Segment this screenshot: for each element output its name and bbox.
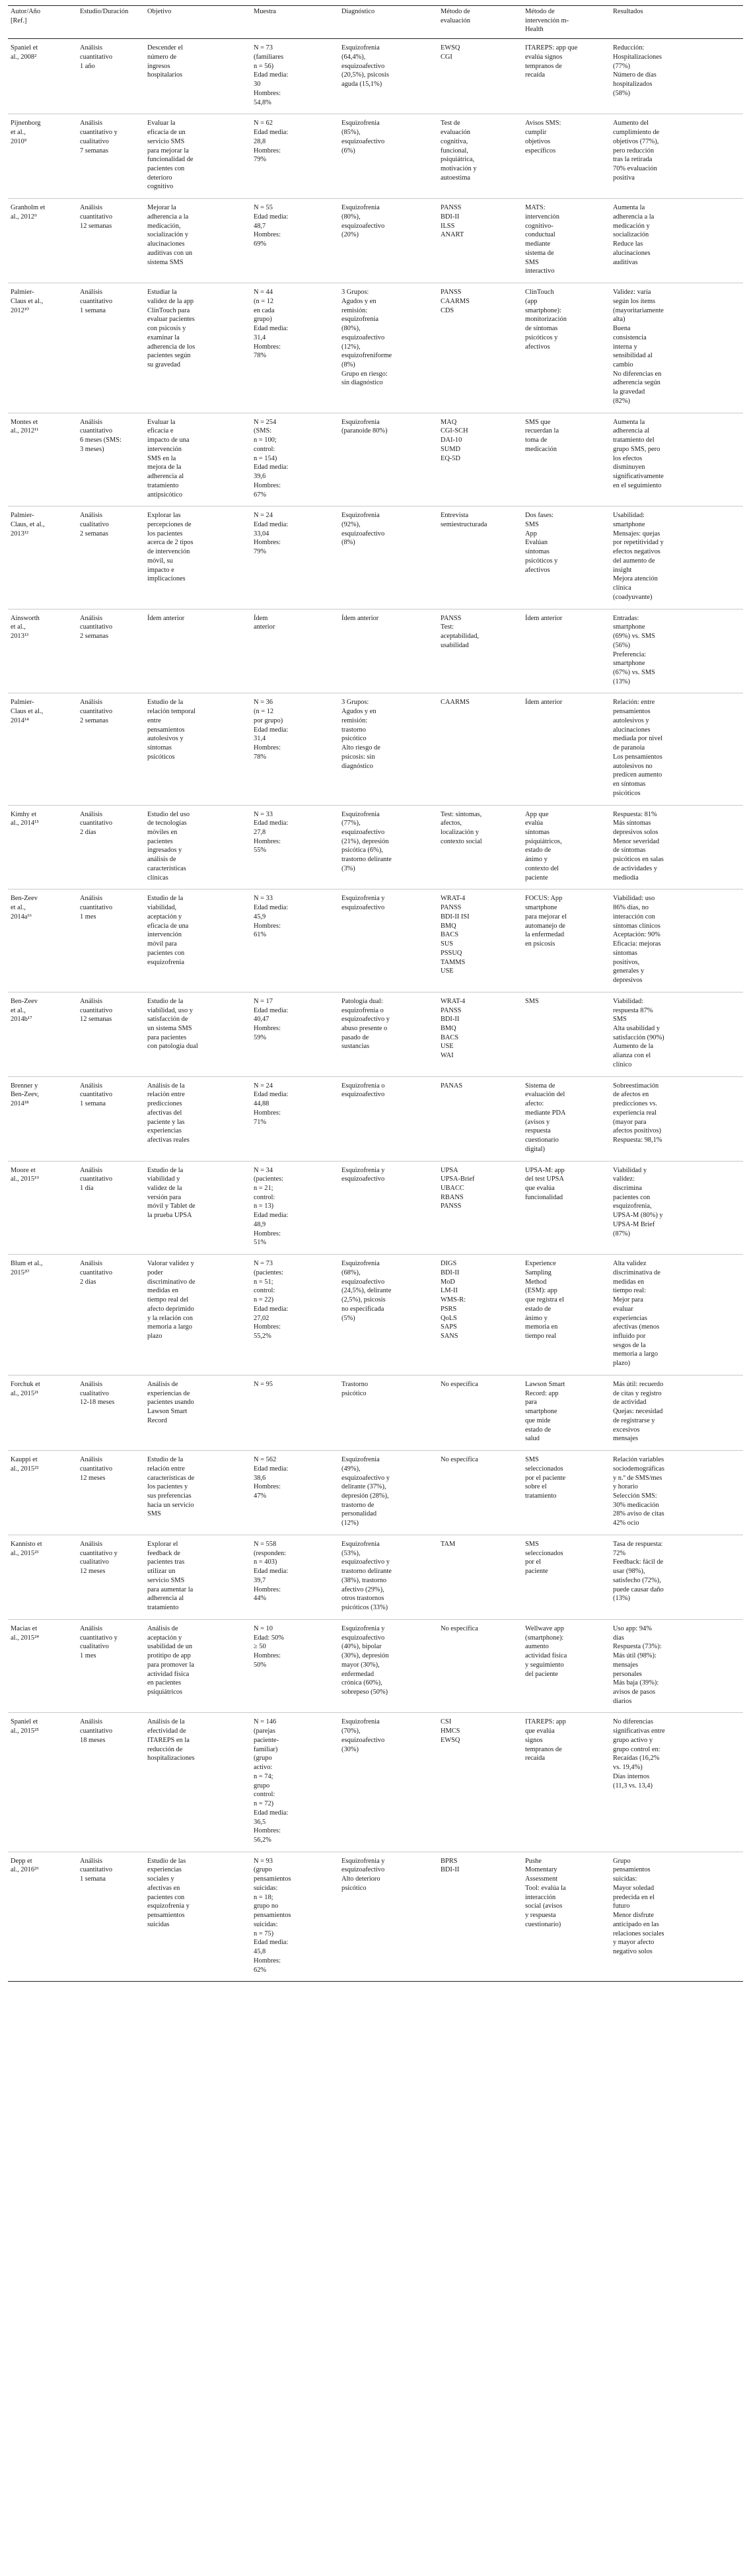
cell-objective: Explorar el feedback de pacientes tras utilizar un servicio SMS para aumentar la adherencia al tratamiento xyxy=(145,1535,251,1619)
cell-results: Grupo pensamientos suicidas: Mayor soledad predecida en el futuro Menor disfrute anticipado en las relaciones sociales y mayor afecto negativo solos xyxy=(610,1852,743,1982)
table-row xyxy=(8,693,743,805)
table-row xyxy=(8,1375,743,1450)
table-row xyxy=(8,609,743,693)
cell-study-duration: Análisis cualitativo 2 semanas xyxy=(77,506,145,609)
cell-diagnosis: Patología dual: esquizofrenia o esquizoafectivo y abuso presente o pasado de sustancias xyxy=(339,992,438,1076)
cell-author-year: Granholm et al., 2012⁹ xyxy=(8,199,77,283)
cell-study-duration: Análisis cuantitativo y cualitativo 1 mes xyxy=(77,1619,145,1713)
cell-results: Uso app: 94% días Respuesta (73%): Más útil (98%): mensajes personales Más baja (39%): avisos de pasos diarios xyxy=(610,1619,743,1713)
cell-diagnosis: Esquizofrenia y esquizoafectivo Alto deterioro psicótico xyxy=(339,1852,438,1982)
cell-intervention-method: Sistema de evaluación del afecto: mediante PDA (avisos y respuesta cuestionario digital) xyxy=(522,1076,610,1161)
cell-author-year: Ben-Zeev et al., 2014b¹⁷ xyxy=(8,992,77,1076)
cell-intervention-method: Dos fases: SMS App Evalúan síntomas psicóticos y afectivos xyxy=(522,506,610,609)
cell-intervention-method: Avisos SMS: cumplir objetivos específicos xyxy=(522,114,610,199)
table-row xyxy=(8,1619,743,1713)
cell-intervention-method: ClinTouch (app smartphone): monitorización de síntomas psicóticos y afectivos xyxy=(522,283,610,413)
cell-study-duration: Análisis cuantitativo y cualitativo 7 semanas xyxy=(77,114,145,199)
table-row xyxy=(8,199,743,283)
cell-study-duration: Análisis cuantitativo 2 días xyxy=(77,1255,145,1375)
cell-sample: N = 33 Edad media: 45,9 Hombres: 61% xyxy=(251,889,339,992)
cell-objective: Estudio de las experiencias sociales y afectivas en pacientes con esquizofrenia y pensamientos suicidas xyxy=(145,1852,251,1982)
cell-intervention-method: Experience Sampling Method (ESM): app que registra el estado de ánimo y memoria en tiempo real xyxy=(522,1255,610,1375)
cell-author-year: Spaniel et al., 2015²⁵ xyxy=(8,1713,77,1852)
table-row xyxy=(8,39,743,114)
cell-results: Relación: entre pensamientos autolesivos y alucinaciones mediada por nivel de paranoia Los pensamientos autolesivos no predicen aumento en síntomas psicóticos xyxy=(610,693,743,805)
cell-study-duration: Análisis cuantitativo 1 semana xyxy=(77,1852,145,1982)
cell-evaluation-method: PANSS Test: aceptabilidad, usabilidad xyxy=(438,609,522,693)
cell-intervention-method: UPSA-M: app del test UPSA que evalúa funcionalidad xyxy=(522,1161,610,1255)
cell-author-year: Kannisto et al., 2015²³ xyxy=(8,1535,77,1619)
table-row xyxy=(8,1161,743,1255)
cell-sample: N = 73 (familiares n = 56) Edad media: 30 Hombres: 54,8% xyxy=(251,39,339,114)
cell-diagnosis: Esquizofrenia o esquizoafectivo xyxy=(339,1076,438,1161)
cell-evaluation-method: BPRS BDI-II xyxy=(438,1852,522,1982)
cell-diagnosis: Esquizofrenia (49%), esquizoafectivo y delirante (37%), depresión (28%), trastorno de personalidad (12%) xyxy=(339,1451,438,1535)
cell-results: Validez: varía según los ítems (mayoritariamente alta) Buena consistencia interna y sensibilidad al cambio No diferencias en adherencia según la gravedad (82%) xyxy=(610,283,743,413)
header-study-duration: Estudio/Duración xyxy=(77,6,145,39)
cell-sample: N = 36 (n = 12 por grupo) Edad media: 31,4 Hombres: 78% xyxy=(251,693,339,805)
cell-objective: Estudio del uso de tecnologías móviles en pacientes ingresados y análisis de características clínicas xyxy=(145,805,251,889)
header-objective: Objetivo xyxy=(145,6,251,39)
table-row xyxy=(8,1255,743,1375)
cell-objective: Explorar las percepciones de los pacientes acerca de 2 tipos de intervención móvil, su impacto e implicaciones xyxy=(145,506,251,609)
cell-evaluation-method: No específica xyxy=(438,1451,522,1535)
cell-sample: Ídem anterior xyxy=(251,609,339,693)
cell-diagnosis: Esquizofrenia (92%), esquizoafectivo (8%) xyxy=(339,506,438,609)
header-row xyxy=(8,6,743,39)
cell-objective: Descender el número de ingresos hospitalarios xyxy=(145,39,251,114)
table-row xyxy=(8,1076,743,1161)
cell-evaluation-method: TAM xyxy=(438,1535,522,1619)
cell-sample: N = 558 (responden: n = 403) Edad media: 39,7 Hombres: 44% xyxy=(251,1535,339,1619)
header-evaluation-method: Método de evaluación xyxy=(438,6,522,39)
cell-author-year: Brenner y Ben-Zeev, 2014¹⁸ xyxy=(8,1076,77,1161)
cell-diagnosis: Esquizofrenia (70%), esquizoafectivo (30%) xyxy=(339,1713,438,1852)
table-row xyxy=(8,114,743,199)
cell-sample: N = 34 (pacientes: n = 21; control: n = 13) Edad media: 48,9 Hombres: 51% xyxy=(251,1161,339,1255)
cell-results: Entradas: smartphone (69%) vs. SMS (56%) Preferencia: smartphone (67%) vs. SMS (13%) xyxy=(610,609,743,693)
cell-diagnosis: 3 Grupos: Agudos y en remisión: trastorno psicótico Alto riesgo de psicosis: sin diagnóstico xyxy=(339,693,438,805)
cell-evaluation-method: PANAS xyxy=(438,1076,522,1161)
cell-study-duration: Análisis cuantitativo 1 mes xyxy=(77,889,145,992)
cell-study-duration: Análisis cuantitativo 12 semanas xyxy=(77,992,145,1076)
cell-study-duration: Análisis cuantitativo y cualitativo 12 meses xyxy=(77,1535,145,1619)
cell-objective: Análisis de aceptación y usabilidad de un protitipo de app para promover la actividad física en pacientes psiquiátricos xyxy=(145,1619,251,1713)
cell-study-duration: Análisis cualitativo 12-18 meses xyxy=(77,1375,145,1450)
cell-sample: N = 55 Edad media: 48,7 Hombres: 69% xyxy=(251,199,339,283)
cell-evaluation-method: PANSS CAARMS CDS xyxy=(438,283,522,413)
cell-objective: Mejorar la adherencia a la medicación, socialización y alucinaciones auditivas con un sistema SMS xyxy=(145,199,251,283)
cell-diagnosis: Esquizofrenia (80%), esquizoafectivo (20%) xyxy=(339,199,438,283)
cell-sample: N = 44 (n = 12 en cada grupo) Edad media: 31,4 Hombres: 78% xyxy=(251,283,339,413)
cell-study-duration: Análisis cuantitativo 2 semanas xyxy=(77,693,145,805)
cell-results: Viabilidad y validez: discrimina pacientes con esquizofrenia, UPSA-M (80%) y UPSA-M Brief (87%) xyxy=(610,1161,743,1255)
cell-objective: Análisis de experiencias de pacientes usando Lawson Smart Record xyxy=(145,1375,251,1450)
cell-objective: Análisis de la relación entre predicciones afectivas del paciente y las experiencias afectivas reales xyxy=(145,1076,251,1161)
table-row xyxy=(8,283,743,413)
cell-study-duration: Análisis cuantitativo 2 días xyxy=(77,805,145,889)
cell-results: Viabilidad: uso 86% días, no interacción con síntomas clínicos Aceptación: 90% Eficacia: mejoras síntomas positivos, generales y depresivos xyxy=(610,889,743,992)
cell-results: Usabilidad: smartphone Mensajes: quejas por repetitividad y efectos negativos del aumento de insight Mejora atención clínica (coadyuvante) xyxy=(610,506,743,609)
table-row xyxy=(8,1852,743,1982)
table-row xyxy=(8,992,743,1076)
cell-sample: N = 254 (SMS: n = 100; control: n = 154) Edad media: 39,6 Hombres: 67% xyxy=(251,413,339,506)
cell-evaluation-method: CAARMS xyxy=(438,693,522,805)
header-diagnosis: Diagnóstico xyxy=(339,6,438,39)
cell-study-duration: Análisis cuantitativo 1 año xyxy=(77,39,145,114)
cell-sample: N = 62 Edad media: 28,8 Hombres: 79% xyxy=(251,114,339,199)
cell-evaluation-method: Entrevista semiestructurada xyxy=(438,506,522,609)
table-row xyxy=(8,1713,743,1852)
cell-objective: Estudio de la viabilidad y validez de la versión para móvil y Tablet de la prueba UPSA xyxy=(145,1161,251,1255)
cell-author-year: Ainsworth et al., 2013¹³ xyxy=(8,609,77,693)
cell-intervention-method: FOCUS: App smartphone para mejorar el automanejo de la enfermedad en psicosis xyxy=(522,889,610,992)
cell-sample: N = 17 Edad media: 40,47 Hombres: 59% xyxy=(251,992,339,1076)
cell-evaluation-method: PANSS BDI-II ILSS ANART xyxy=(438,199,522,283)
cell-author-year: Blum et al., 2015²⁰ xyxy=(8,1255,77,1375)
table-row xyxy=(8,1535,743,1619)
cell-sample: N = 33 Edad media: 27,8 Hombres: 55% xyxy=(251,805,339,889)
header-intervention-method: Método de intervención m- Health xyxy=(522,6,610,39)
cell-study-duration: Análisis cuantitativo 12 semanas xyxy=(77,199,145,283)
cell-diagnosis: 3 Grupos: Agudos y en remisión: esquizofrenia (80%), esquizoafectivo (12%), esquizofreniforme (8%) Grupo en riesgo: sin diagnóstico xyxy=(339,283,438,413)
cell-diagnosis: Esquizofrenia y esquizoafectivo xyxy=(339,889,438,992)
cell-author-year: Palmier- Claus et al., 2012¹⁰ xyxy=(8,283,77,413)
cell-intervention-method: Ídem anterior xyxy=(522,693,610,805)
cell-objective: Análisis de la efectividad de ITAREPS en la reducción de hospitalizaciones xyxy=(145,1713,251,1852)
studies-table xyxy=(8,5,743,1982)
cell-results: Sobreestimación de afectos en predicciones vs. experiencia real (mayor para afectos positivos) Respuesta: 98,1% xyxy=(610,1076,743,1161)
cell-sample: N = 95 xyxy=(251,1375,339,1450)
cell-results: Respuesta: 81% Más síntomas depresivos solos Menor severidad de síntomas psicóticos en salas de actividades y mediodía xyxy=(610,805,743,889)
cell-results: Más útil: recuerdo de citas y registro de actividad Quejas: necesidad de registrarse y excesivos mensajes xyxy=(610,1375,743,1450)
cell-study-duration: Análisis cuantitativo 18 meses xyxy=(77,1713,145,1852)
table-row xyxy=(8,506,743,609)
cell-diagnosis: Esquizofrenia y esquizoafectivo xyxy=(339,1161,438,1255)
cell-author-year: Palmier- Claus, et al., 2013¹² xyxy=(8,506,77,609)
cell-objective: Estudio de la relación temporal entre pensamientos autolesivos y síntomas psicóticos xyxy=(145,693,251,805)
cell-study-duration: Análisis cuantitativo 1 semana xyxy=(77,283,145,413)
cell-intervention-method: SMS que recuerdan la toma de medicación xyxy=(522,413,610,506)
cell-study-duration: Análisis cuantitativo 1 semana xyxy=(77,1076,145,1161)
header-results: Resultados xyxy=(610,6,743,39)
cell-intervention-method: Ídem anterior xyxy=(522,609,610,693)
cell-sample: N = 73 (pacientes: n = 51; control: n = 22) Edad media: 27,02 Hombres: 55,2% xyxy=(251,1255,339,1375)
cell-objective: Ídem anterior xyxy=(145,609,251,693)
cell-results: Aumento del cumplimiento de objetivos (77%), pero reducción tras la retirada 70% evaluación positiva xyxy=(610,114,743,199)
cell-evaluation-method: MAQ CGI-SCH DAI-10 SUMD EQ-5D xyxy=(438,413,522,506)
cell-evaluation-method: UPSA UPSA-Brief UBACC RBANS PANSS xyxy=(438,1161,522,1255)
cell-results: Relación variables sociodemográficas y n.º de SMS/mes y horario Selección SMS: 30% medicación 28% aviso de citas 42% ocio xyxy=(610,1451,743,1535)
cell-diagnosis: Esquizofrenia (68%), esquizoafectivo (24,5%), delirante (2,5%), psicosis no especificada (5%) xyxy=(339,1255,438,1375)
cell-objective: Estudio de la viabilidad, aceptación y eficacia de una intervención móvil para pacientes con esquizofrenia xyxy=(145,889,251,992)
cell-diagnosis: Esquizofrenia (paranoide 80%) xyxy=(339,413,438,506)
cell-evaluation-method: WRAT-4 PANSS BDI-II BMQ BACS USE WAI xyxy=(438,992,522,1076)
cell-author-year: Ben-Zeev et al., 2014a¹⁶ xyxy=(8,889,77,992)
cell-intervention-method: ITAREPS: app que evalúa signos tempranos de recaída xyxy=(522,39,610,114)
cell-author-year: Kauppi et al., 2015²² xyxy=(8,1451,77,1535)
table-row xyxy=(8,413,743,506)
cell-study-duration: Análisis cuantitativo 12 meses xyxy=(77,1451,145,1535)
header-sample: Muestra xyxy=(251,6,339,39)
cell-diagnosis: Trastorno psicótico xyxy=(339,1375,438,1450)
cell-diagnosis: Esquizofrenia (85%), esquizoafectivo (6%) xyxy=(339,114,438,199)
cell-study-duration: Análisis cuantitativo 1 día xyxy=(77,1161,145,1255)
cell-evaluation-method: DIGS BDI-II MoD LM-II WMS-R: PSRS QoLS SAPS SANS xyxy=(438,1255,522,1375)
cell-results: Tasa de respuesta: 72% Feedback: fácil de usar (98%), satisfecho (72%), puede causar daño (13%) xyxy=(610,1535,743,1619)
table-row xyxy=(8,805,743,889)
cell-evaluation-method: No específica xyxy=(438,1619,522,1713)
cell-diagnosis: Esquizofrenia (77%), esquizoafectivo (21%), depresión psicótica (6%), trastorno delirante (3%) xyxy=(339,805,438,889)
table-row xyxy=(8,889,743,992)
cell-results: Aumenta la adherencia a la medicación y socialización Reduce las alucinaciones auditivas xyxy=(610,199,743,283)
cell-intervention-method: App que evalúa síntomas psiquiátricos, estado de ánimo y contexto del paciente xyxy=(522,805,610,889)
cell-results: Alta validez discriminativa de medidas en tiempo real: Mejor para evaluar experiencias afectivas (menos influido por sesgos de la memoria a largo plazo) xyxy=(610,1255,743,1375)
cell-evaluation-method: Test: síntomas, afectos, localización y contexto social xyxy=(438,805,522,889)
cell-author-year: Montes et al., 2012¹¹ xyxy=(8,413,77,506)
table-body xyxy=(8,39,743,1982)
cell-evaluation-method: WRAT-4 PANSS BDI-II ISI BMQ BACS SUS PSSUQ TAMMS USE xyxy=(438,889,522,992)
cell-objective: Evaluar la eficacia de un servicio SMS para mejorar la funcionalidad de pacientes con deterioro cognitivo xyxy=(145,114,251,199)
cell-objective: Evaluar la eficacia e impacto de una intervención SMS en la mejora de la adherencia al tratamiento antipsicótico xyxy=(145,413,251,506)
cell-intervention-method: Lawson Smart Record: app para smartphone que mide estado de salud xyxy=(522,1375,610,1450)
cell-author-year: Kimhy et al., 2014¹⁵ xyxy=(8,805,77,889)
cell-intervention-method: SMS xyxy=(522,992,610,1076)
cell-study-duration: Análisis cuantitativo 2 semanas xyxy=(77,609,145,693)
cell-sample: N = 93 (grupo pensamientos suicidas: n = 18; grupo no pensamientos suicidas: n = 75) Edad media: 45,8 Hombres: 62% xyxy=(251,1852,339,1982)
cell-results: Aumenta la adherencia al tratamiento del grupo SMS, pero los efectos disminuyen significativamente en el seguimiento xyxy=(610,413,743,506)
cell-diagnosis: Ídem anterior xyxy=(339,609,438,693)
cell-author-year: Palmier- Claus et al., 2014¹⁴ xyxy=(8,693,77,805)
cell-objective: Estudio de la relación entre características de los pacientes y sus preferencias hacia un servicio SMS xyxy=(145,1451,251,1535)
cell-evaluation-method: Test de evaluación cognitiva, funcional, psiquiátrica, motivación y autoestima xyxy=(438,114,522,199)
cell-sample: N = 24 Edad media: 33,04 Hombres: 79% xyxy=(251,506,339,609)
cell-author-year: Moore et al., 2015¹⁹ xyxy=(8,1161,77,1255)
cell-author-year: Pijnenborg et al., 2010⁹ xyxy=(8,114,77,199)
cell-author-year: Macias et al., 2015²⁴ xyxy=(8,1619,77,1713)
cell-author-year: Spaniel et al., 2008² xyxy=(8,39,77,114)
cell-diagnosis: Esquizofrenia y esquizoafectivo (40%), bipolar (30%), depresión mayor (30%), enfermedad crónica (60%), sobrepeso (50%) xyxy=(339,1619,438,1713)
cell-results: Reducción: Hospitalizaciones (77%) Número de días hospitalizados (58%) xyxy=(610,39,743,114)
cell-results: Viabilidad: respuesta 87% SMS Alta usabilidad y satisfacción (90%) Aumento de la alianza con el clínico xyxy=(610,992,743,1076)
cell-evaluation-method: EWSQ CGI xyxy=(438,39,522,114)
cell-intervention-method: SMS seleccionados por el paciente sobre el tratamiento xyxy=(522,1451,610,1535)
cell-sample: N = 146 (parejas paciente- familiar) (grupo activo: n = 74; grupo control: n = 72) Edad media: 36,5 Hombres: 56,2% xyxy=(251,1713,339,1852)
cell-intervention-method: MATS: intervención cognitivo- conductual mediante sistema de SMS interactivo xyxy=(522,199,610,283)
cell-author-year: Forchuk et al., 2015²¹ xyxy=(8,1375,77,1450)
cell-objective: Valorar validez y poder discriminativo de medidas en tiempo real del afecto deprimido y la relación con memoria a largo plazo xyxy=(145,1255,251,1375)
cell-evaluation-method: No específica xyxy=(438,1375,522,1450)
cell-objective: Estudio de la viabilidad, uso y satisfacción de un sistema SMS para pacientes con patología dual xyxy=(145,992,251,1076)
cell-sample: N = 24 Edad media: 44,88 Hombres: 71% xyxy=(251,1076,339,1161)
cell-author-year: Depp et al., 2016²⁶ xyxy=(8,1852,77,1982)
cell-sample: N = 10 Edad: 50% ≥ 50 Hombres: 50% xyxy=(251,1619,339,1713)
cell-objective: Estudiar la validez de la app ClinTouch para evaluar pacientes con psicosis y examinar la adherencia de los pacientes según su gravedad xyxy=(145,283,251,413)
cell-study-duration: Análisis cuantitativo 6 meses (SMS: 3 meses) xyxy=(77,413,145,506)
cell-intervention-method: Pushe Momentary Assessment Tool: evalúa la interacción social (avisos y respuesta cuestionario) xyxy=(522,1852,610,1982)
cell-evaluation-method: CSI HMCS EWSQ xyxy=(438,1713,522,1852)
cell-diagnosis: Esquizofrenia (53%), esquizoafectivo y trastorno delirante (38%), trastorno afectivo (29%), otros trastornos psicóticos (33%) xyxy=(339,1535,438,1619)
cell-sample: N = 562 Edad media: 38,6 Hombres: 47% xyxy=(251,1451,339,1535)
cell-intervention-method: SMS seleccionados por el paciente xyxy=(522,1535,610,1619)
cell-intervention-method: ITAREPS: app que evalúa signos tempranos de recaída xyxy=(522,1713,610,1852)
table-row xyxy=(8,1451,743,1535)
cell-intervention-method: Wellwave app (smartphone): aumento actividad física y seguimiento del paciente xyxy=(522,1619,610,1713)
cell-results: No diferencias significativas entre grupo activo y grupo control en: Recaídas (16,2% vs. 19,4%) Días internos (11,3 vs. 13,4) xyxy=(610,1713,743,1852)
cell-diagnosis: Esquizofrenia (64,4%), esquizoafectivo (20,5%), psicosis aguda (15,1%) xyxy=(339,39,438,114)
header-author-year: Autor/Año [Ref.] xyxy=(8,6,77,39)
